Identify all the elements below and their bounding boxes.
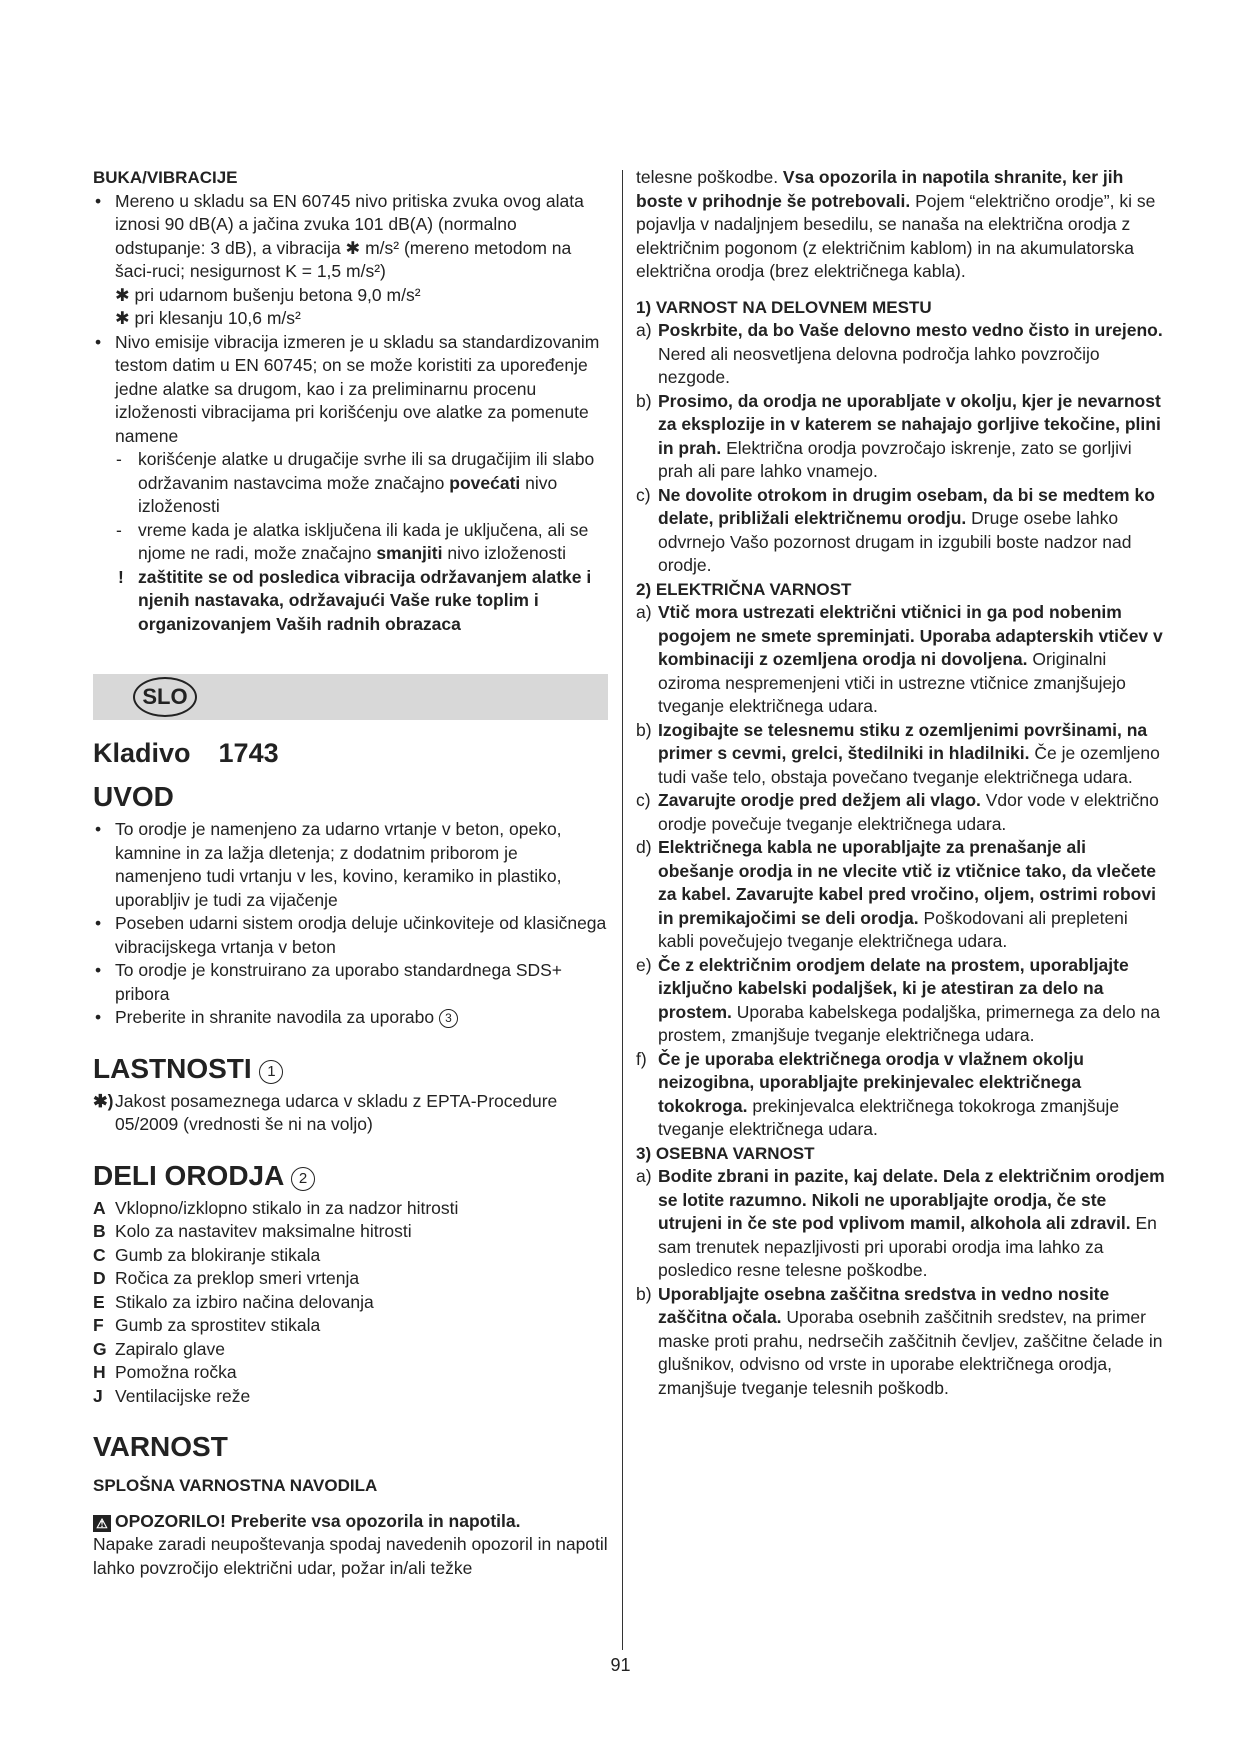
lastnosti-note: ✱) Jakost posameznega udarca v skladu z EPTA-Procedure 05/2009 (vrednosti še ni na voljo) <box>93 1090 558 1134</box>
column-divider <box>622 170 623 1650</box>
section-3-heading: 3) OSEBNA VARNOST <box>636 1143 815 1163</box>
parts-list <box>93 1197 608 1409</box>
product-title <box>93 736 608 770</box>
uvod-heading: UVOD <box>93 781 174 812</box>
part-item: J Ventilacijske reže <box>93 1385 251 1406</box>
right-column <box>636 166 1166 1400</box>
buka-dash-2: - vreme kada je alatka isključena ili kada je uključena, ali se njome ne radi, može značajno smanjiti nivo izloženosti <box>116 519 589 563</box>
warning-icon: ⚠ <box>93 1515 111 1532</box>
page-number: 91 <box>610 1655 631 1675</box>
buka-heading: BUKA/VIBRACIJE <box>93 168 238 187</box>
warning-text: Napake zaradi neupoštevanja spodaj navedenih opozoril in napotil lahko povzročijo električni udar, požar in/ali težke <box>93 1534 608 1578</box>
intro-paragraph: telesne poškodbe. Vsa opozorila in napotila shranite, ker jih boste v prihodnje še potrebovali. Pojem “električno orodje”, ki se pojavlja v nadaljnjem besedilu, se nanaša na električna orodja z električnim pogonom (z električnim kablom) in na akumulatorska električna orodja (brez električnega kabla). <box>636 167 1156 281</box>
s2-item: b) Izogibajte se telesnemu stiku z ozemljenimi površinami, na primer s cevmi, grelci, štedilniki in hladilniki. Če je ozemljeno tudi vaše telo, obstaja povečano tveganje električnega udara. <box>636 719 1160 787</box>
varnost-heading: VARNOST <box>93 1431 228 1462</box>
s1-item: a) Poskrbite, da bo Vaše delovno mesto vedno čisto in urejeno. Nered ali neosvetljena delovna področja lahko povzročijo nezgode. <box>636 320 1163 387</box>
figure-ref-2: 2 <box>291 1167 315 1191</box>
buka-dash-1: - korišćenje alatke u drugačije svrhe ili sa drugačijim ili slabo održavanim nastavcima može značajno povećati nivo izloženosti <box>116 449 595 516</box>
s1-item: b) Prosimo, da orodja ne uporabljate v okolju, kjer je nevarnost za eksplozije in v katerem se nahajajo gorljive tekočine, plini in prah. Električna orodja povzročajo iskrenje, zato se gorljivi prah ali pare lahko vnamejo. <box>636 390 1161 481</box>
part-item: F Gumb za sprostitev stikala <box>93 1315 321 1335</box>
buka-sub-1: ✱ pri udarnom bušenju betona 9,0 m/s² <box>115 284 421 305</box>
figure-ref-1: 1 <box>259 1060 283 1084</box>
language-badge: SLO <box>133 677 197 717</box>
lastnosti-heading: LASTNOSTI 1 <box>93 1052 608 1086</box>
s1-item: c) Ne dovolite otrokom in drugim osebam, da bi se medtem ko delate, približali električnemu orodju. Druge osebe lahko odvrnejo Vašo pozornost drugam in izgubili boste nadzor nad orodje. <box>636 484 1155 575</box>
splosna-heading: SPLOŠNA VARNOSTNA NAVODILA <box>93 1476 378 1495</box>
left-column <box>93 166 608 1580</box>
uvod-item: • To orodje je namenjeno za udarno vrtanje v beton, opeko, kamnine in za lažja dletenja; z dodatnim priborom je namenjeno tudi vrtanju v les, kovino, keramiko in plastiko, uporabljiv je tudi za vijačenje <box>93 818 608 912</box>
buka-bullet-1: • Mereno u skladu sa EN 60745 nivo pritiska zvuka ovog alata iznosi 90 dB(A) a jačina zvuka 101 dB(A) (normalno odstupanje: 3 dB), a vibracija ✱ m/s² (mereno metodom na šaci-ruci; nesigurnost K = 1,5 m/s²) <box>93 190 608 284</box>
part-item: B Kolo za nastavitev maksimalne hitrosti <box>93 1221 412 1241</box>
deli-heading: DELI ORODJA 2 <box>93 1159 608 1193</box>
part-item: C Gumb za blokiranje stikala <box>93 1244 321 1265</box>
s3-item: b) Uporabljajte osebna zaščitna sredstva in vedno nosite zaščitna očala. Uporaba osebnih zaščitnih sredstev, na primer maske proti prahu, nedrsečih zaščitnih čevljev, zaščitne čelade in glušnikov, odvisno od vrste in uporabe električnega orodja, zmanjšuje tveganje telesnih poškodb. <box>636 1283 1163 1398</box>
uvod-item: • Poseben udarni sistem orodja deluje učinkoviteje od klasičnega vibracijskega vrtanja v beton <box>93 912 608 959</box>
section-2-heading: 2) ELEKTRIČNA VARNOST <box>636 579 852 599</box>
part-item: H Pomožna ročka <box>93 1362 237 1382</box>
buka-sub-2: ✱ pri klesanju 10,6 m/s² <box>115 308 301 328</box>
s2-item: a) Vtič mora ustrezati električni vtičnici in ga pod nobenim pogojem ne smete spreminjati. Uporaba adapterskih vtičev v kombinaciji z ozemljena orodja ni dovoljena. Originalni oziroma nespremenjeni vtiči in ustrezne vtičnice zmanjšujejo tveganje električnega udara. <box>636 602 1163 716</box>
section-1-heading: 1) VARNOST NA DELOVNEM MESTU <box>636 297 932 317</box>
figure-ref-3: 3 <box>439 1009 458 1028</box>
buka-bullet-2: • Nivo emisije vibracija izmeren je u skladu sa standardizovanim testom datim u EN 60745; on se može koristiti za upoređenje jedne alatke sa drugom, kao i za preliminarnu procenu izloženosti vibracijama pri korišćenju ove alatke za pomenute namene <box>93 331 608 449</box>
vibration-warning: ! zaštitite se od posledica vibracija održavanjem alatke i njenih nastavaka, održavajući Vaše ruke toplim i organizovanjem Vaših radnih obrazaca <box>118 566 592 634</box>
language-bar <box>93 674 608 720</box>
s2-item: f) Če je uporaba električnega orodja v vlažnem okolju neizogibna, uporabljajte prekinjevalec električnega tokokroga. prekinjevalca električnega tokokroga zmanjšuje tveganje električnega udara. <box>636 1048 1120 1139</box>
product-number: 1743 <box>218 738 279 768</box>
part-item: A Vklopno/izklopno stikalo in za nadzor hitrosti <box>93 1197 459 1218</box>
part-item: D Ročica za preklop smeri vrtenja <box>93 1268 360 1288</box>
product-name: Kladivo <box>93 738 191 768</box>
part-item: G Zapiralo glave <box>93 1338 225 1359</box>
s2-item: c) Zavarujte orodje pred dežjem ali vlago. Vdor vode v električno orodje povečuje tveganje električnega udara. <box>636 790 1159 834</box>
s2-item: d) Električnega kabla ne uporabljajte za prenašanje ali obešanje orodja in ne vlecite vtič iz vtičnice tako, da vlečete za kabel. Zavarujte kabel pred vročino, oljem, ostrimi robovi in premikajočimi se deli orodja. Poškodovani ali prepleteni kabli povečujejo tveganje električnega udara. <box>636 837 1156 951</box>
uvod-item-last: • Preberite in shranite navodila za uporabo 3 <box>93 1006 608 1030</box>
s3-item: a) Bodite zbrani in pazite, kaj delate. Dela z električnim orodjem se lotite razumno. Nikoli ne uporabljajte orodja, če ste utrujeni in če ste pod vplivom mamil, alkohola ali zdravil. En sam trenutek nepazljivosti pri uporabi orodja ima lahko za posledico resne telesne poškodbe. <box>636 1166 1165 1280</box>
s2-item: e) Če z električnim orodjem delate na prostem, uporabljajte izključno kabelski podaljšek, ki je atestiran za delo na prostem. Uporaba kabelskega podaljška, primernega za delo na prostem, zmanjšuje tveganje električnega udara. <box>636 954 1160 1045</box>
uvod-item: • To orodje je konstruirano za uporabo standardnega SDS+ pribora <box>93 959 608 1006</box>
warning-title: ⚠ OPOZORILO! Preberite vsa opozorila in napotila. <box>93 1510 608 1534</box>
part-item: E Stikalo za izbiro načina delovanja <box>93 1291 374 1312</box>
